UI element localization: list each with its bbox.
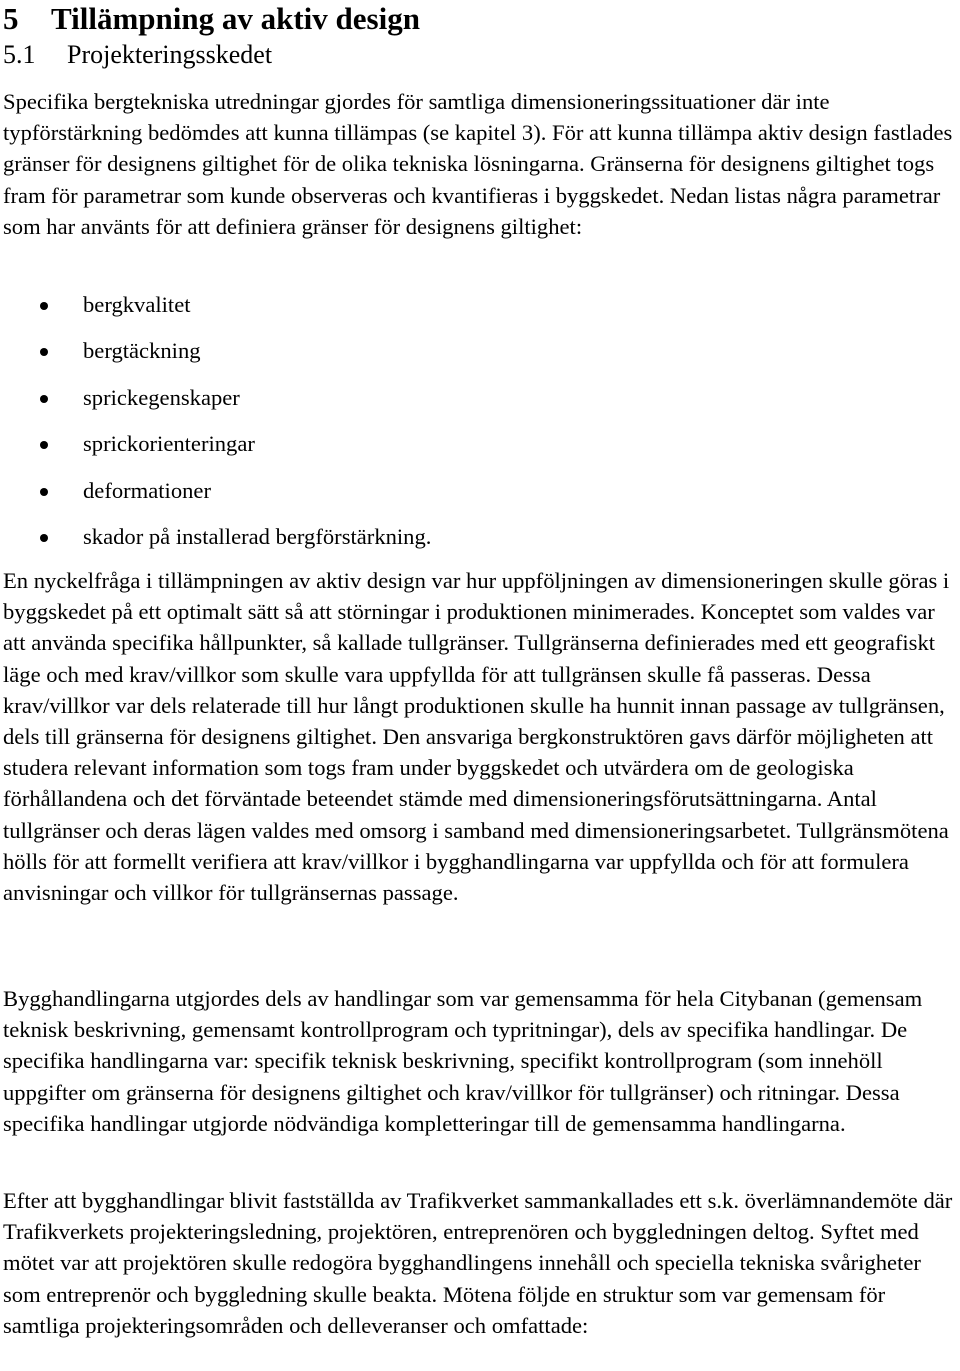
chapter-number: 5 <box>3 1 19 36</box>
paragraph-2: En nyckelfråga i tillämpningen av aktiv design var hur uppföljningen av dimensioneringen skulle göras i byggskedet på ett optimalt sätt så att störningar i produktionen minimerades. Konceptet som valdes var att använda specifika hållpunkter, så kallade tullgränser. Tullgränserna definierades med ett geografiskt läge och med krav/villkor som skulle vara uppfyllda för att tullgränsen skulle få passeras. Dessa krav/villkor var dels relaterade till hur långt produktionen skulle ha hunnit innan passage av tullgränsen, dels till gränserna för designens giltighet. Den ansvariga bergkonstruktören gavs därför möjligheten att studera relevant information som togs fram under byggskedet och utvärdera om de geologiska förhållandena och det förväntade beteendet stämde med dimensioneringsförutsättningarna. Antal tullgränser och deras lägen valdes med omsorg i samband med dimensioneringsarbetet. Tullgränsmötena hölls för att formellt verifiera att krav/villkor i bygghandlingarna var uppfyllda och för att formulera anvisningar och villkor för tullgränsernas passage. <box>3 568 950 906</box>
chapter-title: Tillämpning av aktiv design <box>51 1 420 36</box>
bullet-icon <box>40 534 48 542</box>
paragraph-3: Bygghandlingarna utgjordes dels av handlingar som var gemensamma för hela Citybanan (gemensam teknisk beskrivning, gemensamt kontrollprogram och typritningar), dels av specifika handlingar. De specifika handlingarna var: specifik teknisk beskrivning, specifikt kontrollprogram (som innehöll uppgifter om gränserna för designens giltighet och krav/villkor för tullgränser) och ritningar. Dessa specifika handlingar utgjorde nödvändiga kompletteringar till de gemensamma handlingarna. <box>3 986 923 1136</box>
bullet-icon <box>40 395 48 403</box>
list-item <box>3 520 431 566</box>
list-item <box>3 427 431 473</box>
parameter-list <box>3 288 431 566</box>
list-item <box>3 334 431 380</box>
bullet-icon <box>40 348 48 356</box>
list-item-label: deformationer <box>83 477 211 503</box>
list-item-label: skador på installerad bergförstärkning. <box>83 523 432 549</box>
list-item-label: bergkvalitet <box>83 292 191 317</box>
list-item <box>3 381 431 427</box>
section-number: 5.1 <box>3 40 36 69</box>
bullet-icon <box>40 488 48 496</box>
list-item-label: bergtäckning <box>83 338 201 364</box>
bullet-icon <box>40 302 48 310</box>
section-heading <box>3 38 272 72</box>
list-item-label: sprickorienteringar <box>83 431 255 457</box>
paragraph-1: Specifika bergtekniska utredningar gjordes för samtliga dimensioneringssituationer där inte typförstärkning bedömdes att kunna tillämpas (se kapitel 3). För att kunna tillämpa aktiv design fastlades gränser för designens giltighet för de olika tekniska lösningarna. Gränserna för designens giltighet togs fram för parametrar som kunde observeras och kvantifieras i byggskedet. Nedan listas några parametrar som har använts för att definiera gränser för designens giltighet: <box>3 89 953 239</box>
list-item <box>3 288 431 334</box>
list-item <box>3 474 431 520</box>
list-item-label: sprickegenskaper <box>83 384 240 410</box>
chapter-heading <box>3 1 420 37</box>
section-title: Projekteringsskedet <box>67 40 273 69</box>
paragraph-4: Efter att bygghandlingar blivit fastställda av Trafikverket sammankallades ett s.k. överlämnandemöte där Trafikverkets projekteringsledning, projektören, entreprenören och byggledningen deltog. Syftet med mötet var att projektören skulle redogöra bygghandlingens innehåll och speciella tekniska svårigheter som entreprenör och byggledning skulle beakta. Mötena följde en struktur som var gemensam för samtliga projekteringsområden och delleveranser och omfattade: <box>3 1188 953 1338</box>
bullet-icon <box>40 441 48 449</box>
